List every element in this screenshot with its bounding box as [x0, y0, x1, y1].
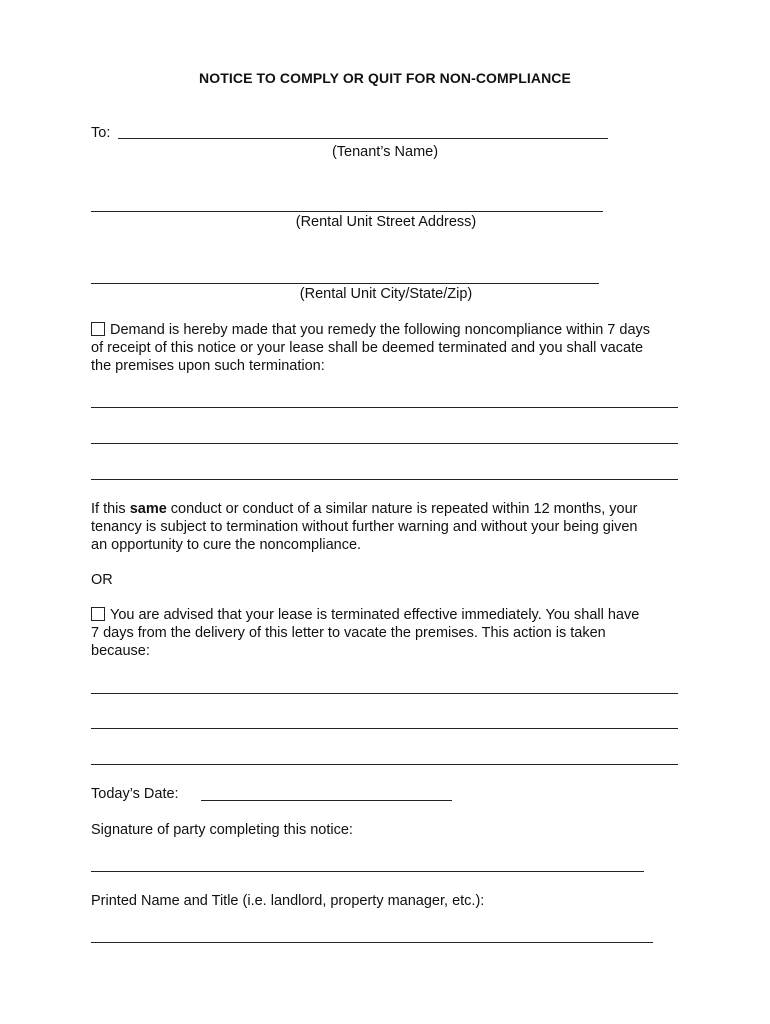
repeat-line-3: an opportunity to cure the noncompliance.: [91, 537, 362, 553]
repeat-line-1-pre: If this: [91, 501, 130, 517]
demand-line-1: Demand is hereby made that you remedy the following noncompliance within 7 days: [110, 322, 651, 338]
printed-name-label: Printed Name and Title (i.e. landlord, property manager, etc.):: [91, 893, 485, 909]
terminate-line-3: because:: [91, 643, 150, 659]
tenant-name-caption: (Tenant’s Name): [331, 144, 439, 160]
demand-checkbox[interactable]: [91, 322, 105, 336]
todays-date-field[interactable]: [201, 800, 452, 801]
reason-line-1[interactable]: [91, 693, 678, 694]
repeat-conduct-paragraph: [91, 500, 691, 554]
demand-line-2: of receipt of this notice or your lease shall be deemed terminated and you shall vacate: [91, 340, 644, 356]
city-state-zip-caption: (Rental Unit City/State/Zip): [299, 286, 473, 302]
noncompliance-line-3[interactable]: [91, 479, 678, 480]
terminate-checkbox[interactable]: [91, 607, 105, 621]
demand-paragraph: [91, 321, 691, 375]
terminate-line-1: You are advised that your lease is terminated effective immediately. You shall have: [110, 607, 640, 623]
street-address-field[interactable]: [91, 211, 603, 212]
reason-line-2[interactable]: [91, 728, 678, 729]
repeat-line-1-bold: same: [129, 501, 167, 517]
todays-date-label: Today’s Date:: [91, 786, 179, 802]
demand-line-3: the premises upon such termination:: [91, 358, 325, 374]
noncompliance-line-1[interactable]: [91, 407, 678, 408]
signature-label: Signature of party completing this notice:: [91, 822, 353, 838]
reason-line-3[interactable]: [91, 764, 678, 765]
printed-name-field[interactable]: [91, 942, 653, 943]
tenant-name-field[interactable]: [118, 138, 608, 139]
page-title: NOTICE TO COMPLY OR QUIT FOR NON-COMPLIANCE: [199, 70, 571, 86]
repeat-line-1-post: conduct or conduct of a similar nature is repeated within 12 months, your: [166, 501, 638, 517]
repeat-line-2: tenancy is subject to termination without further warning and without your being given: [91, 519, 638, 535]
to-label: To:: [91, 125, 111, 141]
noncompliance-line-2[interactable]: [91, 443, 678, 444]
or-label: OR: [91, 572, 113, 588]
signature-field[interactable]: [91, 871, 644, 872]
terminate-paragraph: [91, 606, 691, 660]
terminate-line-2: 7 days from the delivery of this letter to vacate the premises. This action is taken: [91, 625, 606, 641]
city-state-zip-field[interactable]: [91, 283, 599, 284]
street-address-caption: (Rental Unit Street Address): [295, 214, 477, 230]
